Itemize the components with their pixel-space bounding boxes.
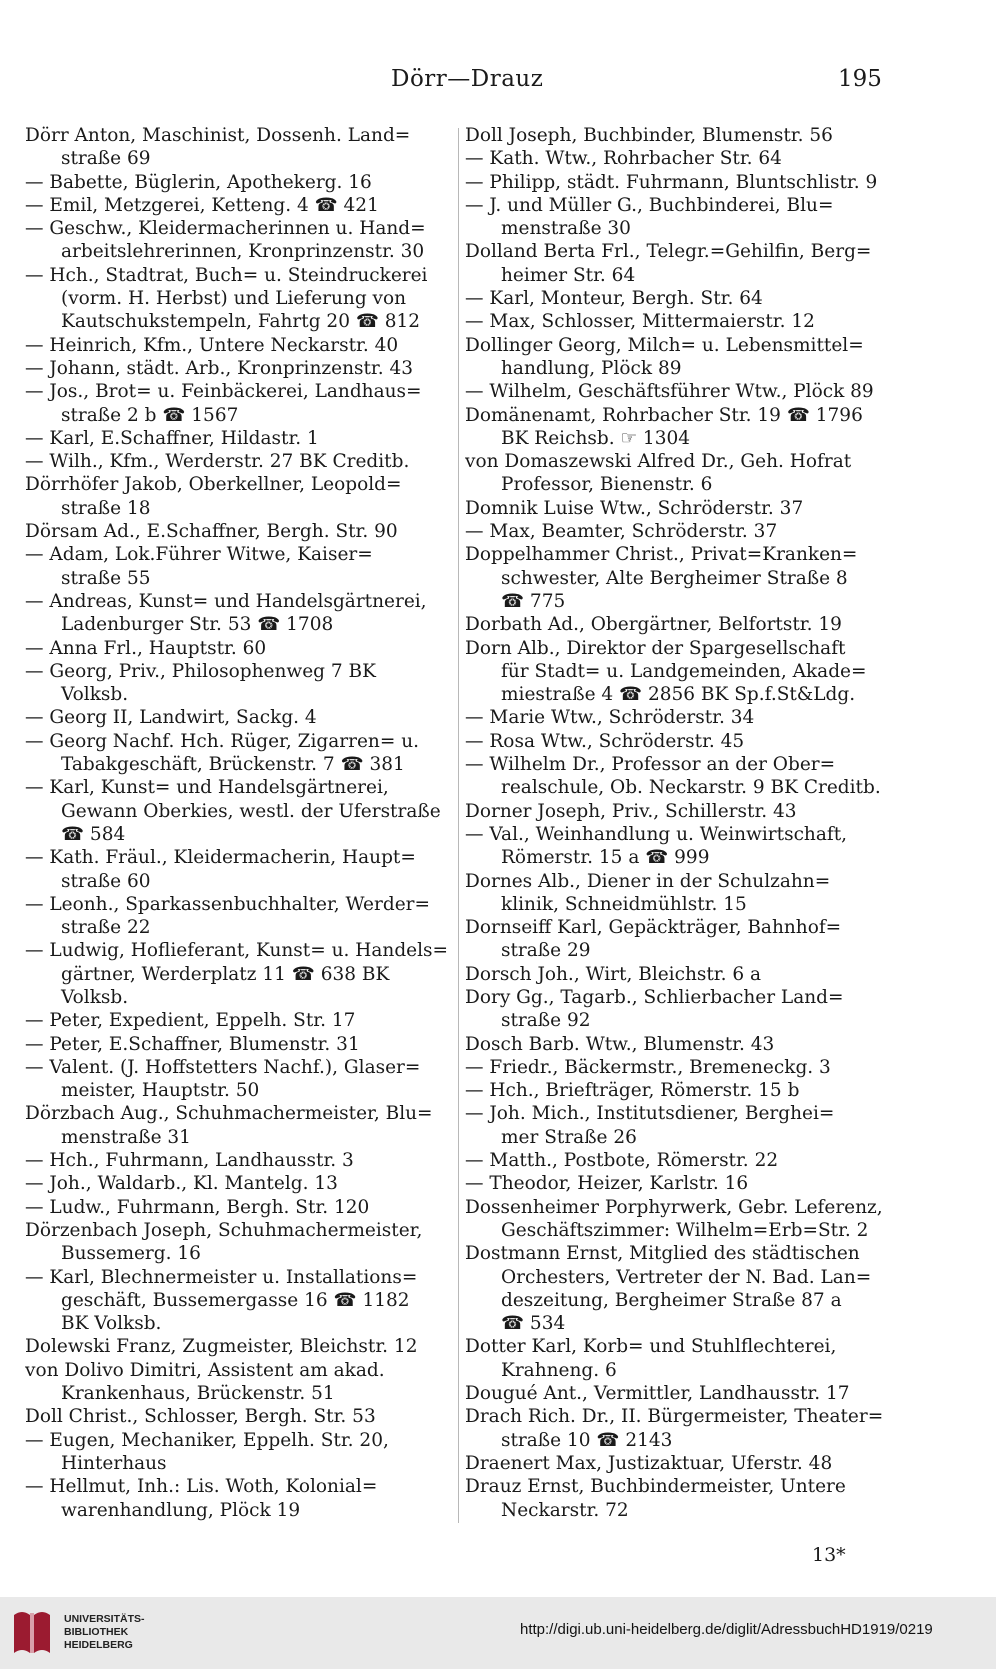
directory-entry-line: Dornes Alb., Diener in der Schulzahn= — [465, 870, 831, 892]
right-column — [465, 124, 895, 1522]
directory-entry-line: straße 29 — [501, 940, 591, 962]
directory-entry-line: von Domaszewski Alfred Dr., Geh. Hofrat — [465, 451, 852, 473]
directory-entry-line: ☎ 534 — [501, 1313, 566, 1335]
directory-entry-line: Geschäftszimmer: Wilhelm=Erb=Str. 2 — [501, 1219, 869, 1241]
directory-entry-line: straße 2 b ☎ 1567 — [61, 404, 239, 426]
directory-entry-line: straße 18 — [61, 497, 151, 519]
directory-entry-line: Doll Joseph, Buchbinder, Blumenstr. 56 — [465, 125, 833, 146]
directory-entry-line: — Joh. Mich., Institutsdiener, Berghei= — [465, 1103, 835, 1125]
directory-entry-line: Gewann Oberkies, westl. der Uferstraße — [61, 800, 441, 822]
directory-entry-line: für Stadt= u. Landgemeinden, Akade= — [501, 660, 867, 682]
directory-entry-line: Volksb. — [61, 986, 129, 1008]
signature-mark: 13* — [812, 1544, 846, 1566]
library-name-line: HEIDELBERG — [64, 1639, 133, 1651]
directory-entry-line: Doll Christ., Schlosser, Bergh. Str. 53 — [25, 1406, 376, 1428]
library-name — [64, 1613, 154, 1652]
footer-bar — [0, 1597, 996, 1669]
directory-entry-line: — Georg II, Landwirt, Sackg. 4 — [25, 707, 317, 729]
directory-entry-line: klinik, Schneidmühlstr. 15 — [501, 893, 747, 915]
directory-entry-line: — Hellmut, Inh.: Lis. Woth, Kolonial= — [25, 1476, 378, 1498]
directory-entry-line: deszeitung, Bergheimer Straße 87 a — [501, 1289, 842, 1311]
directory-entry-line: Dostmann Ernst, Mitglied des städtischen — [465, 1243, 860, 1265]
directory-entry-line: meister, Hauptstr. 50 — [61, 1080, 260, 1102]
directory-entry-line: Dorbath Ad., Obergärtner, Belfortstr. 19 — [465, 614, 842, 636]
directory-entry-line: Dougué Ant., Vermittler, Landhausstr. 17 — [465, 1383, 850, 1405]
directory-entry-line: — Hch., Briefträger, Römerstr. 15 b — [465, 1080, 800, 1102]
directory-entry-line: — Ludw., Fuhrmann, Bergh. Str. 120 — [25, 1196, 370, 1218]
directory-entry-line: Dörsam Ad., E.Schaffner, Bergh. Str. 90 — [25, 521, 398, 543]
page-number: 195 — [838, 66, 882, 92]
directory-entry-line: Kautschukstempeln, Fahrtg 20 ☎ 812 — [61, 311, 421, 333]
directory-entry-line: — Val., Weinhandlung u. Weinwirtschaft, — [465, 823, 848, 845]
directory-entry-line: Tabakgeschäft, Brückenstr. 7 ☎ 381 — [61, 754, 405, 776]
directory-entry-line: — Johann, städt. Arb., Kronprinzenstr. 43 — [25, 357, 414, 379]
directory-entry-line: Ladenburger Str. 53 ☎ 1708 — [61, 614, 334, 636]
directory-entry-line: (vorm. H. Herbst) und Lieferung von — [61, 288, 407, 310]
directory-entry-line: Dollinger Georg, Milch= u. Lebensmittel= — [465, 334, 864, 356]
directory-entry-line: Draenert Max, Justizaktuar, Uferstr. 48 — [465, 1452, 833, 1474]
directory-entry-line: — Friedr., Bäckermstr., Bremeneckg. 3 — [465, 1056, 831, 1078]
directory-entry-line: Volksb. — [61, 684, 129, 706]
directory-entry-line: — Anna Frl., Hauptstr. 60 — [25, 637, 267, 659]
directory-entry-line: — Peter, Expedient, Eppelh. Str. 17 — [25, 1010, 356, 1032]
directory-entry-line: straße 10 ☎ 2143 — [501, 1429, 673, 1451]
directory-entry-line: — Karl, Monteur, Bergh. Str. 64 — [465, 288, 763, 310]
directory-entry-line: Doppelhammer Christ., Privat=Kranken= — [465, 544, 858, 566]
directory-entry-line: Dorner Joseph, Priv., Schillerstr. 43 — [465, 800, 797, 822]
library-logo-icon — [10, 1607, 56, 1657]
directory-entry-line: — Babette, Büglerin, Apothekerg. 16 — [25, 171, 372, 193]
directory-entry-line: Domänenamt, Rohrbacher Str. 19 ☎ 1796 — [465, 404, 863, 426]
directory-entry-line: von Dolivo Dimitri, Assistent am akad. — [25, 1359, 385, 1381]
directory-entry-line: schwester, Alte Bergheimer Straße 8 — [501, 567, 848, 589]
directory-entry-line: Dotter Karl, Korb= und Stuhlflechterei, — [465, 1336, 837, 1358]
directory-entry-line: Bussemerg. 16 — [61, 1243, 201, 1265]
directory-entry-line: — Georg, Priv., Philosophenweg 7 BK — [25, 660, 376, 682]
directory-entry-line: Orchesters, Vertreter der N. Bad. Lan= — [501, 1266, 872, 1288]
directory-entry-line: straße 69 — [61, 148, 151, 170]
directory-entry-line: Drach Rich. Dr., II. Bürgermeister, Theater= — [465, 1406, 884, 1428]
directory-entry-line: Dörrhöfer Jakob, Oberkellner, Leopold= — [25, 474, 402, 496]
directory-entry-line: Dörzenbach Joseph, Schuhmachermeister, — [25, 1219, 423, 1241]
directory-entry-line: — Rosa Wtw., Schröderstr. 45 — [465, 730, 745, 752]
directory-entry-line: — Kath. Wtw., Rohrbacher Str. 64 — [465, 148, 782, 170]
directory-entry-line: straße 55 — [61, 567, 151, 589]
directory-entry-line: — Ludwig, Hoflieferant, Kunst= u. Handels= — [25, 940, 449, 962]
column-divider — [458, 128, 459, 1523]
library-name-line: UNIVERSITÄTS- — [64, 1613, 145, 1625]
directory-entry-line: — Adam, Lok.Führer Witwe, Kaiser= — [25, 544, 373, 566]
directory-entry-line: arbeitslehrerinnen, Kronprinzenstr. 30 — [61, 241, 425, 263]
directory-entry-line: Dolewski Franz, Zugmeister, Bleichstr. 12 — [25, 1336, 418, 1358]
directory-entry-line: Dossenheimer Porphyrwerk, Gebr. Leferenz, — [465, 1196, 883, 1218]
directory-entry-line: Krahneng. 6 — [501, 1359, 617, 1381]
directory-entry-line: ☎ 584 — [61, 823, 126, 845]
directory-entry-line: BK Volksb. — [61, 1313, 162, 1335]
directory-entry-line: warenhandlung, Plöck 19 — [61, 1499, 301, 1521]
directory-entry-line: — Peter, E.Schaffner, Blumenstr. 31 — [25, 1033, 360, 1055]
directory-entry-line: — Wilhelm, Geschäftsführer Wtw., Plöck 89 — [465, 381, 874, 403]
directory-entry-line: Dornseiff Karl, Gepäckträger, Bahnhof= — [465, 917, 842, 939]
directory-entry-line: — Marie Wtw., Schröderstr. 34 — [465, 707, 755, 729]
directory-entry-line: straße 60 — [61, 870, 151, 892]
directory-entry-line: — Matth., Postbote, Römerstr. 22 — [465, 1150, 779, 1172]
directory-entry-line: — J. und Müller G., Buchbinderei, Blu= — [465, 194, 834, 216]
directory-entry-line: Dorsch Joh., Wirt, Bleichstr. 6 a — [465, 963, 762, 985]
directory-entry-line: — Jos., Brot= u. Feinbäckerei, Landhaus= — [25, 381, 422, 403]
directory-entry-line: menstraße 31 — [61, 1126, 191, 1148]
directory-entry-line: straße 22 — [61, 917, 151, 939]
directory-entry-line: — Andreas, Kunst= und Handelsgärtnerei, — [25, 590, 427, 612]
directory-entry-line: mer Straße 26 — [501, 1126, 637, 1148]
directory-entry-line: Neckarstr. 72 — [501, 1499, 629, 1521]
directory-entry-line: — Karl, Blechnermeister u. Installations= — [25, 1266, 418, 1288]
directory-entry-line: realschule, Ob. Neckarstr. 9 BK Creditb. — [501, 777, 881, 799]
directory-entry-line: — Eugen, Mechaniker, Eppelh. Str. 20, — [25, 1429, 389, 1451]
directory-entry-line: — Heinrich, Kfm., Untere Neckarstr. 40 — [25, 334, 399, 356]
directory-entry-line: — Georg Nachf. Hch. Rüger, Zigarren= u. — [25, 730, 420, 752]
running-head: Dörr—Drauz — [391, 66, 544, 92]
directory-entry-line: ☎ 775 — [501, 590, 566, 612]
directory-entry-line: Römerstr. 15 a ☎ 999 — [501, 847, 710, 869]
directory-entry-line: Dory Gg., Tagarb., Schlierbacher Land= — [465, 986, 844, 1008]
directory-entry-line: — Kath. Fräul., Kleidermacherin, Haupt= — [25, 847, 416, 869]
directory-entry-line: — Geschw., Kleidermacherinnen u. Hand= — [25, 218, 426, 240]
directory-entry-line: geschäft, Bussemergasse 16 ☎ 1182 — [61, 1289, 410, 1311]
directory-entry-line: — Hch., Fuhrmann, Landhausstr. 3 — [25, 1150, 354, 1172]
library-name-line: BIBLIOTHEK — [64, 1626, 129, 1638]
directory-entry-line: — Leonh., Sparkassenbuchhalter, Werder= — [25, 893, 430, 915]
directory-entry-line: Dörzbach Aug., Schuhmachermeister, Blu= — [25, 1103, 433, 1125]
directory-entry-line: menstraße 30 — [501, 218, 631, 240]
directory-entry-line: — Joh., Waldarb., Kl. Mantelg. 13 — [25, 1173, 338, 1195]
directory-entry-line: miestraße 4 ☎ 2856 BK Sp.f.St&Ldg. — [501, 684, 856, 706]
left-column — [25, 124, 455, 1522]
directory-entry-line: BK Reichsb. ☞ 1304 — [501, 427, 691, 449]
directory-entry-line: Professor, Bienenstr. 6 — [501, 474, 713, 496]
directory-entry-line: heimer Str. 64 — [501, 264, 636, 286]
directory-entry-line: — Max, Schlosser, Mittermaierstr. 12 — [465, 311, 815, 333]
directory-entry-line: — Wilh., Kfm., Werderstr. 27 BK Creditb. — [25, 451, 410, 473]
directory-entry-line: — Theodor, Heizer, Karlstr. 16 — [465, 1173, 749, 1195]
source-url-link[interactable]: http://digi.ub.uni-heidelberg.de/diglit/AdressbuchHD1919/0219 — [520, 1621, 933, 1638]
directory-entry-line: Hinterhaus — [61, 1452, 167, 1474]
directory-entry-line: straße 92 — [501, 1010, 591, 1032]
directory-entry-line: — Karl, Kunst= und Handelsgärtnerei, — [25, 777, 389, 799]
directory-entry-line: Domnik Luise Wtw., Schröderstr. 37 — [465, 497, 804, 519]
directory-entry-line: handlung, Plöck 89 — [501, 357, 682, 379]
page-header — [0, 66, 996, 96]
directory-entry-line: — Hch., Stadtrat, Buch= u. Steindruckerei — [25, 264, 428, 286]
directory-entry-line: gärtner, Werderplatz 11 ☎ 638 BK — [61, 963, 390, 985]
directory-entry-line: — Max, Beamter, Schröderstr. 37 — [465, 521, 778, 543]
directory-entry-line: Krankenhaus, Brückenstr. 51 — [61, 1383, 335, 1405]
directory-entry-line: — Valent. (J. Hoffstetters Nachf.), Glaser= — [25, 1056, 421, 1078]
directory-entry-line: Dosch Barb. Wtw., Blumenstr. 43 — [465, 1033, 775, 1055]
directory-entry-line: Drauz Ernst, Buchbindermeister, Untere — [465, 1476, 846, 1498]
directory-entry-line: — Karl, E.Schaffner, Hildastr. 1 — [25, 427, 319, 449]
directory-entry-line: Dolland Berta Frl., Telegr.=Gehilfin, Berg= — [465, 241, 872, 263]
directory-entry-line: Dorn Alb., Direktor der Spargesellschaft — [465, 637, 846, 659]
directory-entry-line: — Wilhelm Dr., Professor an der Ober= — [465, 754, 836, 776]
directory-entry-line: Dörr Anton, Maschinist, Dossenh. Land= — [25, 125, 411, 146]
directory-entry-line: — Emil, Metzgerei, Ketteng. 4 ☎ 421 — [25, 194, 379, 216]
directory-entry-line: — Philipp, städt. Fuhrmann, Bluntschlistr. 9 — [465, 171, 878, 193]
